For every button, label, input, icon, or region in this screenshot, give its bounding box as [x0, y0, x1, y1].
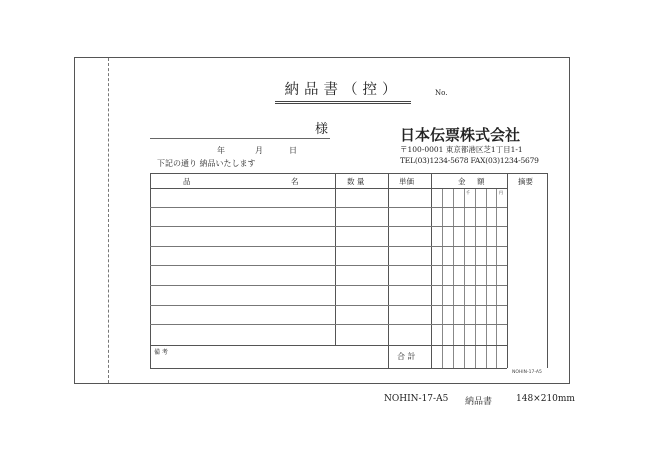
company-phone-fax: TEL(03)1234-5678 FAX(03)1234-5679	[400, 156, 539, 165]
digit-line	[496, 188, 497, 368]
recipient-suffix: 様	[315, 122, 329, 137]
remarks-row-top	[150, 345, 507, 346]
col-divider-item-qty	[335, 173, 336, 345]
recipient-underline	[150, 138, 330, 139]
header-unit-price: 単価	[399, 177, 414, 186]
digit-line	[464, 188, 465, 368]
header-quantity: 数 量	[347, 177, 365, 186]
digit-line	[475, 188, 476, 368]
date-day-label: 日	[289, 146, 297, 155]
header-item: 品	[183, 177, 191, 186]
number-label: No.	[435, 89, 448, 97]
header-row-bottom	[150, 188, 507, 189]
header-item-name: 名	[291, 177, 299, 186]
header-amount-left: 金	[458, 177, 466, 186]
form-code-small: NOHIN-17-A5	[512, 370, 542, 375]
company-name: 日本伝票株式会社	[400, 126, 521, 144]
digit-line	[442, 188, 443, 368]
row-line	[150, 226, 507, 227]
col-divider-amount-remarks	[507, 173, 508, 368]
form-title: 納品書（控）	[275, 78, 411, 104]
footer-size: 148×210mm	[516, 394, 575, 404]
delivery-note: 下記の通り 納品いたします	[157, 159, 256, 168]
row-line	[150, 265, 507, 266]
digit-line	[453, 188, 454, 368]
delivery-slip-form	[74, 57, 570, 384]
digit-thousand-label: 千	[466, 190, 470, 195]
row-line	[150, 285, 507, 286]
date-year-label: 年	[217, 146, 225, 155]
row-line	[150, 324, 507, 325]
total-label: 合 計	[397, 352, 416, 361]
row-line	[150, 246, 507, 247]
perforation-line	[108, 58, 109, 383]
table-right-border	[547, 173, 548, 368]
table-top-border	[150, 173, 547, 174]
company-address: 〒100-0001 東京都港区芝1丁目1-1	[400, 145, 523, 154]
footer-code: NOHIN-17-A5	[384, 394, 449, 404]
biko-label: 備 考	[154, 349, 168, 356]
date-month-label: 月	[255, 146, 263, 155]
digit-yen-label: 円	[499, 190, 503, 195]
col-divider-price-amount	[431, 173, 432, 368]
table-left-border	[150, 173, 151, 368]
col-divider-qty-price	[388, 173, 389, 368]
header-amount-right: 額	[477, 177, 485, 186]
digit-line	[486, 188, 487, 368]
row-line	[150, 207, 507, 208]
header-remarks: 摘要	[518, 177, 533, 186]
table-bottom-border	[150, 368, 507, 369]
footer-name: 納品書	[465, 397, 493, 407]
row-line	[150, 305, 507, 306]
